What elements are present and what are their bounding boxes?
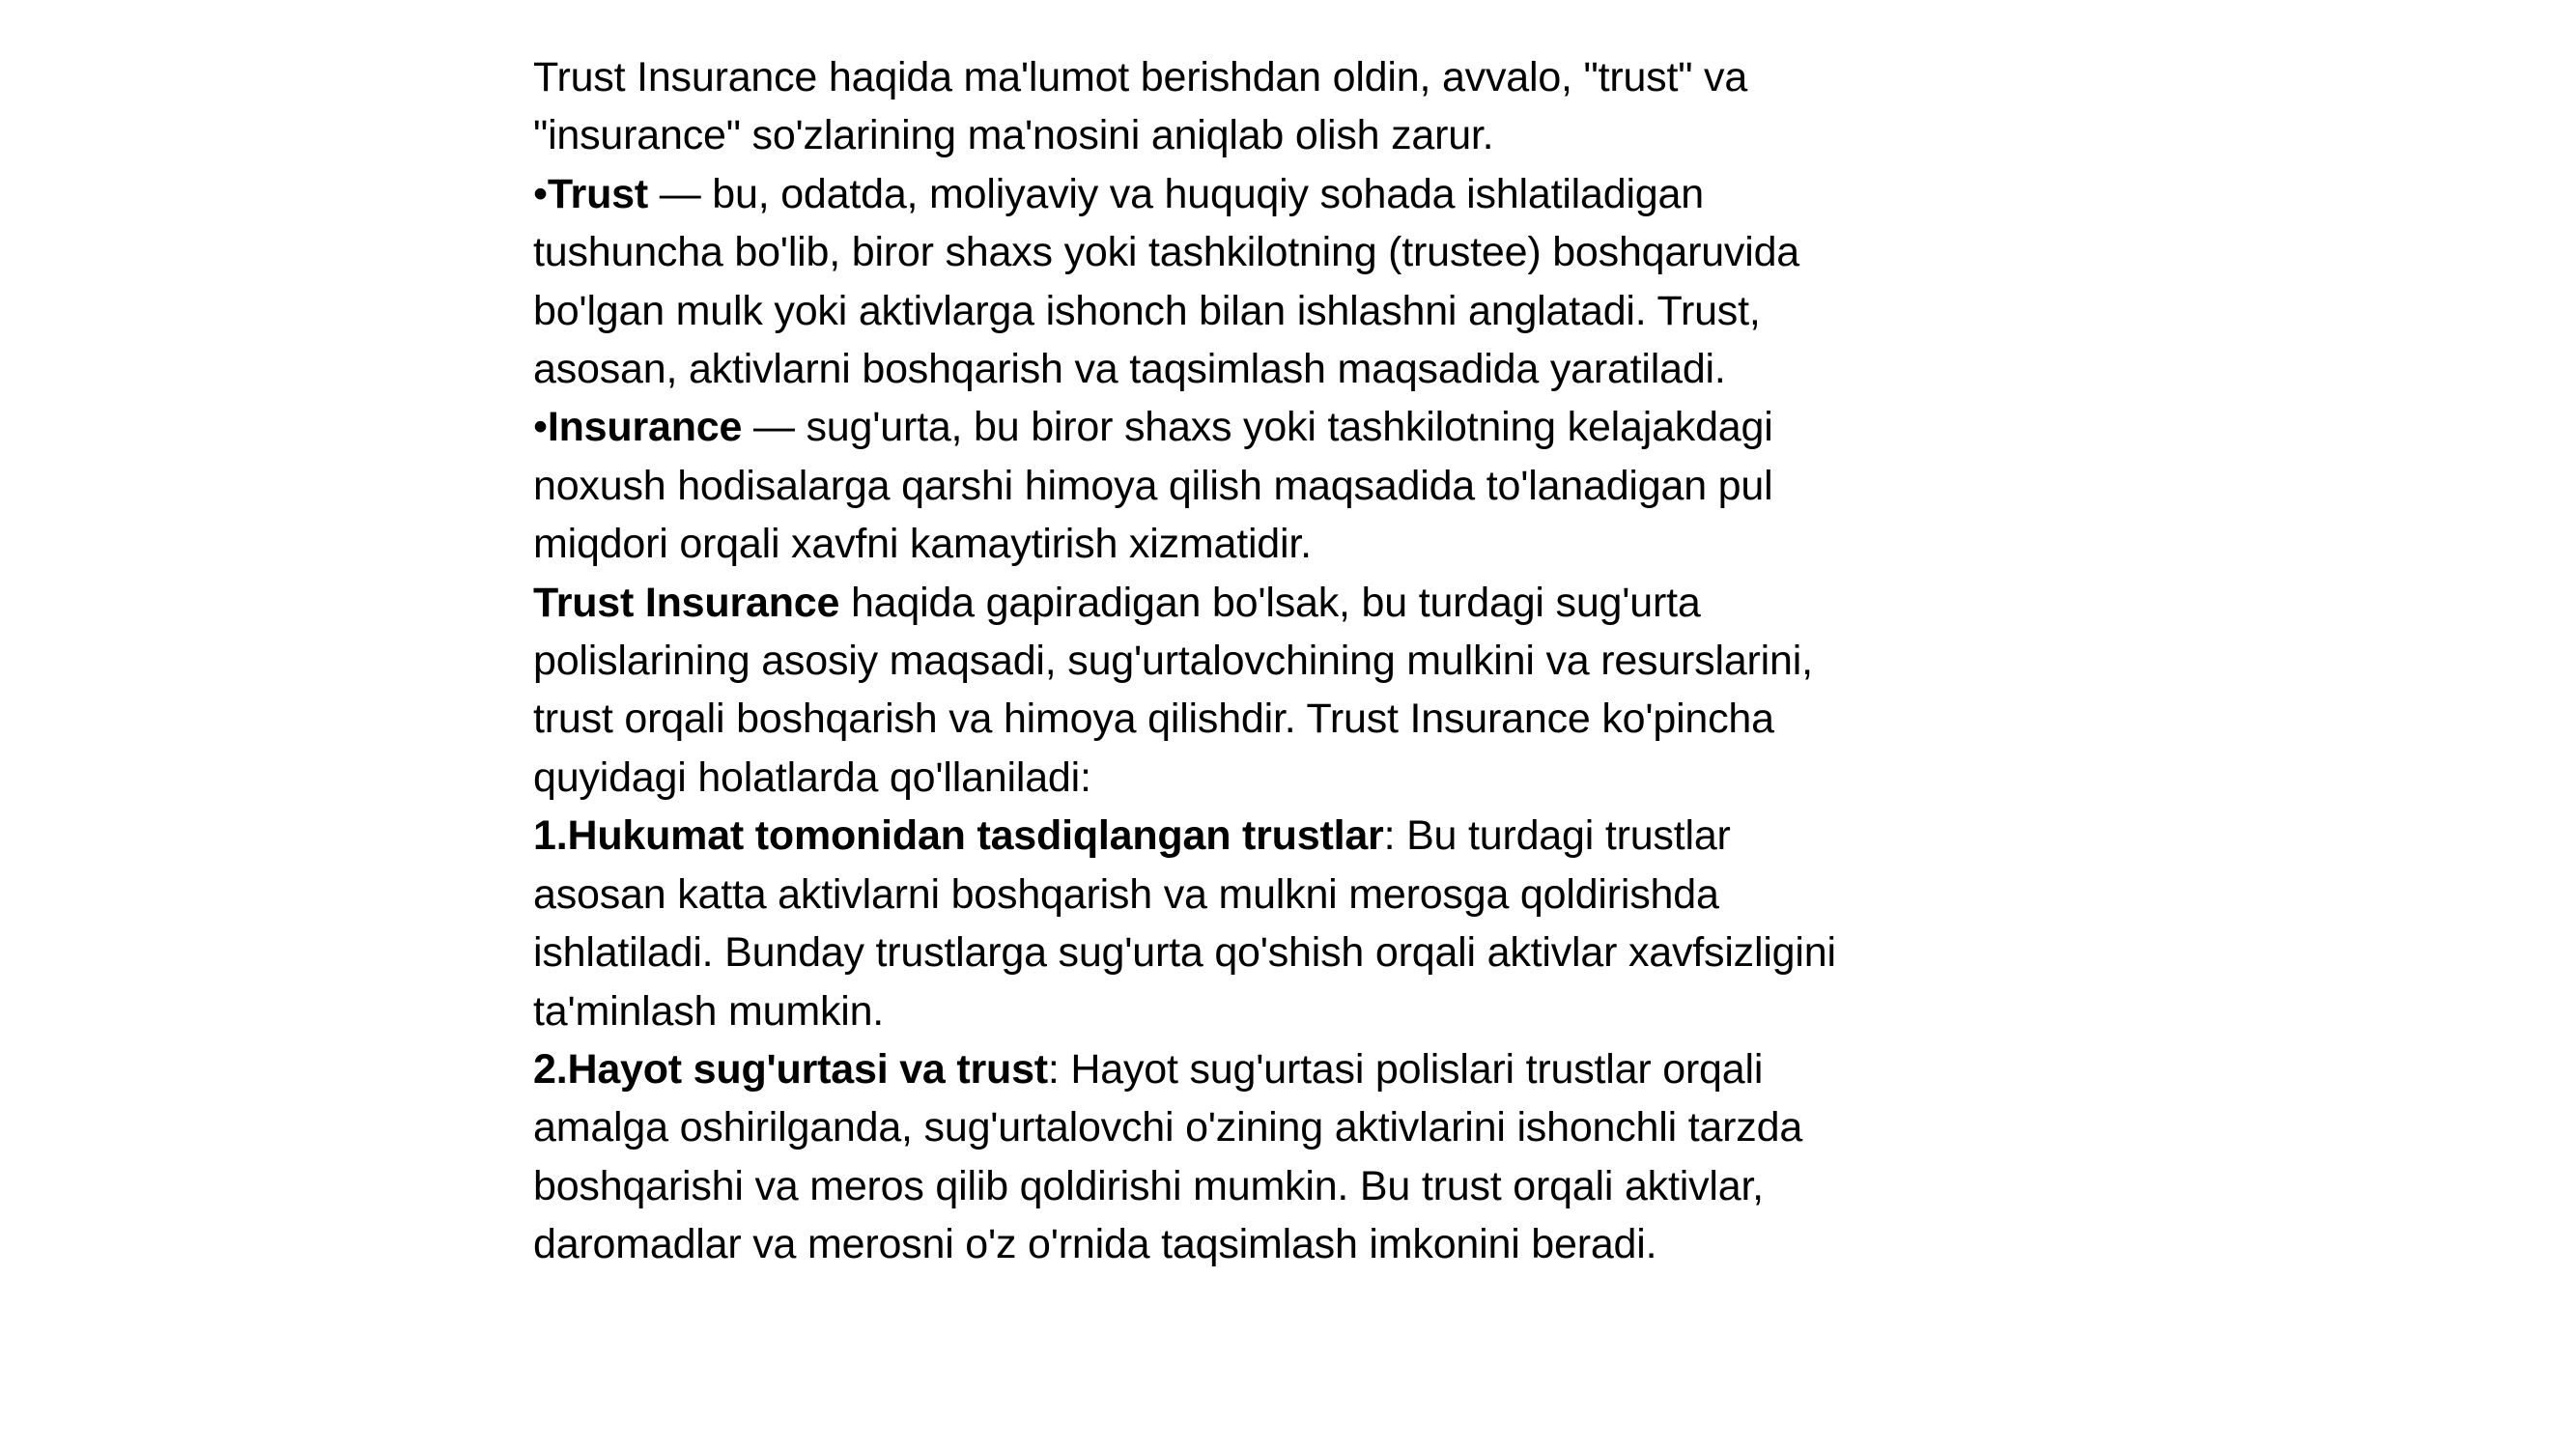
bullet-marker: • [533, 404, 548, 451]
list-item-1-term: 1.Hukumat tomonidan tasdiqlangan trustlar [533, 812, 1384, 860]
bullet-marker: • [533, 170, 548, 217]
list-item-2 [533, 1040, 1866, 1274]
trust-insurance-paragraph [533, 574, 1866, 808]
insurance-term: Insurance [547, 404, 743, 451]
list-item-2-term: 2.Hayot sug'urtasi va trust [533, 1045, 1048, 1093]
trust-term: Trust [547, 170, 648, 217]
list-item-1 [533, 807, 1866, 1040]
insurance-definition-text: — sug'urta, bu biror shaxs yoki tashkilotning kelajakdagi noxush hodisalarga qarshi himoya qilish maqsadida to'lanadigan pul miqdori orqali xavfni kamaytirish xizmatidir. [533, 404, 1773, 568]
intro-paragraph: Trust Insurance haqida ma'lumot berishdan oldin, avvalo, "trust" va "insurance" so'zlarining ma'nosini aniqlab olish zarur. [533, 54, 1748, 159]
insurance-definition [533, 398, 1866, 573]
trust-insurance-text: haqida gapiradigan bo'lsak, bu turdagi sug'urta polislarining asosiy maqsadi, sug'urtalovchining mulkini va resurslarini, trust orqali boshqarish va himoya qilishdir. Trust Insurance ko'pincha quyidagi holatlarda qo'llaniladi: [533, 579, 1813, 801]
list-item-2-text: : Hayot sug'urtasi polislari trustlar orqali amalga oshirilganda, sug'urtalovchi o'zining aktivlarini ishonchli tarzda boshqarishi va meros qilib qoldirishi mumkin. Bu trust orqali aktivlar, daromadlar va merosni o'z o'rnida taqsimlash imkonini beradi. [533, 1045, 1803, 1268]
trust-definition-text: — bu, odatda, moliyaviy va huquqiy sohada ishlatiladigan tushuncha bo'lib, biror shaxs yoki tashkilotning (trustee) boshqaruvida bo'lgan mulk yoki aktivlarga ishonch bilan ishlashni anglatadi. Trust, asosan, aktivlarni boshqarish va taqsimlash maqsadida yaratiladi. [533, 170, 1800, 393]
slide-text-block [533, 48, 1866, 1274]
list-item-1-text: : Bu turdagi trustlar asosan katta aktivlarni boshqarish va mulkni merosga qoldirishda ishlatiladi. Bunday trustlarga sug'urta qo'shish orqali aktivlar xavfsizligini ta'minlash mumkin. [533, 812, 1836, 1035]
trust-insurance-term: Trust Insurance [533, 579, 840, 626]
trust-definition [533, 165, 1866, 399]
